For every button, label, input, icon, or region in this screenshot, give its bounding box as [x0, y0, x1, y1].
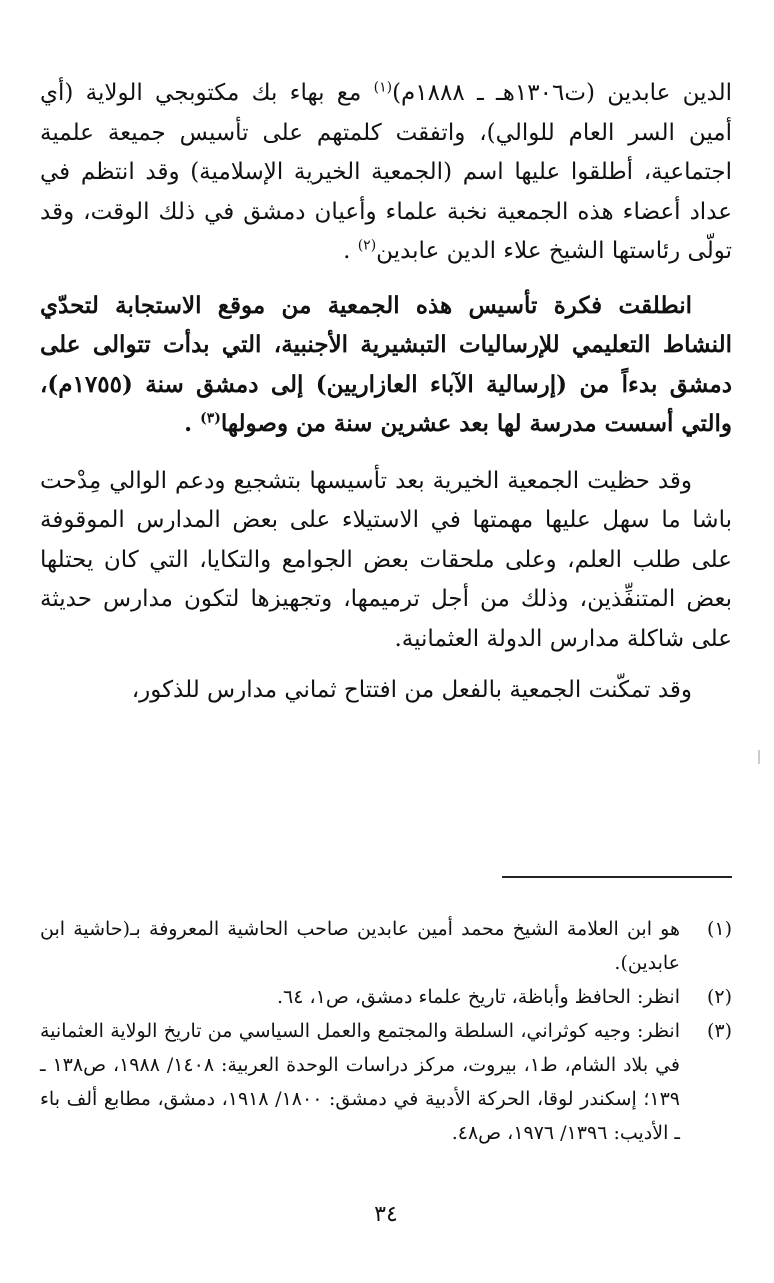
- footnote-1: [40, 912, 732, 980]
- footnote-3-text: انظر: وجيه كوثراني، السلطة والمجتمع والعمل السياسي من تاريخ الولاية العثمانية في بلاد الشام، ط١، بيروت، مركز دراسات الوحدة العربية: ١٤٠٨/ ١٩٨٨، ص١٣٨ ـ ١٣٩؛ إسكندر لوقا، الحركة الأدبية في دمشق: ١٨٠٠/ ١٩١٨، دمشق، مطابع ألف باء ـ الأديب: ١٣٩٦/ ١٩٧٦، ص٤٨.: [40, 1020, 680, 1144]
- paragraph-2-text: انطلقت فكرة تأسيس هذه الجمعية من موقع الاستجابة لتحدّي النشاط التعليمي للإرساليات التبشيرية الأجنبية، التي بدأت تتوالى على دمشق بدءاً من (إرسالية الآباء العازاريين) إلى دمشق سنة (١٧٥٥م)، والتي أسست مدرسة لها بعد عشرين سنة من وصولها: [40, 291, 732, 437]
- footnote-2-text: انظر: الحافظ وأباظة، تاريخ علماء دمشق، ص١، ٦٤.: [276, 986, 680, 1008]
- page-body: [40, 74, 732, 1227]
- paragraph-2: [40, 286, 732, 444]
- footnote-ref-3[interactable]: (٣): [200, 410, 221, 427]
- footnote-ref-1[interactable]: (١): [373, 79, 393, 96]
- footnote-separator: [502, 876, 732, 878]
- page-number: ٣٤: [374, 1202, 398, 1227]
- paragraph-1-end: .: [343, 238, 358, 264]
- footnote-1-number: (١): [706, 918, 732, 940]
- footnote-2: [40, 980, 732, 1014]
- paragraph-4: وقد تمكّنت الجمعية بالفعل من افتتاح ثماني مدارس للذكور،: [131, 677, 692, 703]
- paragraph-1-start: الدين عابدين (ت١٣٠٦هـ ـ ١٨٨٨م): [392, 80, 732, 106]
- footnote-3-number: (٣): [706, 1020, 732, 1042]
- paragraph-1: [40, 74, 732, 272]
- footnotes: [40, 912, 732, 1150]
- scan-mark: [758, 750, 760, 764]
- footnote-3: [40, 1014, 732, 1150]
- footnote-ref-2[interactable]: (٢): [357, 237, 377, 254]
- paragraph-2-end: .: [184, 410, 201, 437]
- paragraph-3: وقد حظيت الجمعية الخيرية بعد تأسيسها بتشجيع ودعم الوالي مِدْحت باشا ما سهل عليها مهمتها في الاستيلاء على بعض المدارس الموقوفة على طلب العلم، وعلى ملحقات بعض الجوامع والتكايا، التي كان يحتلها بعض المتنفِّذين، وذلك من أجل ترميمها، وتجهيزها لتكون مدارس حديثة على شاكلة مدارس الدولة العثمانية.: [40, 467, 732, 652]
- paragraph-1-middle: مع بهاء بك مكتوبجي الولاية (أي أمين السر العام للوالي)، واتفقت كلمتهم على تأسيس جميعة علمية اجتماعية، أطلقوا عليها اسم (الجمعية الخيرية الإسلامية) وقد انتظم في عداد أعضاء هذه الجمعية نخبة علماء وأعيان دمشق في ذلك الوقت، وقد تولّى رئاستها الشيخ علاء الدين عابدين: [40, 80, 732, 264]
- footnote-1-text: هو ابن العلامة الشيخ محمد أمين عابدين صاحب الحاشية المعروفة بـ(حاشية ابن عابدين).: [40, 918, 680, 974]
- footnote-2-number: (٢): [706, 986, 732, 1008]
